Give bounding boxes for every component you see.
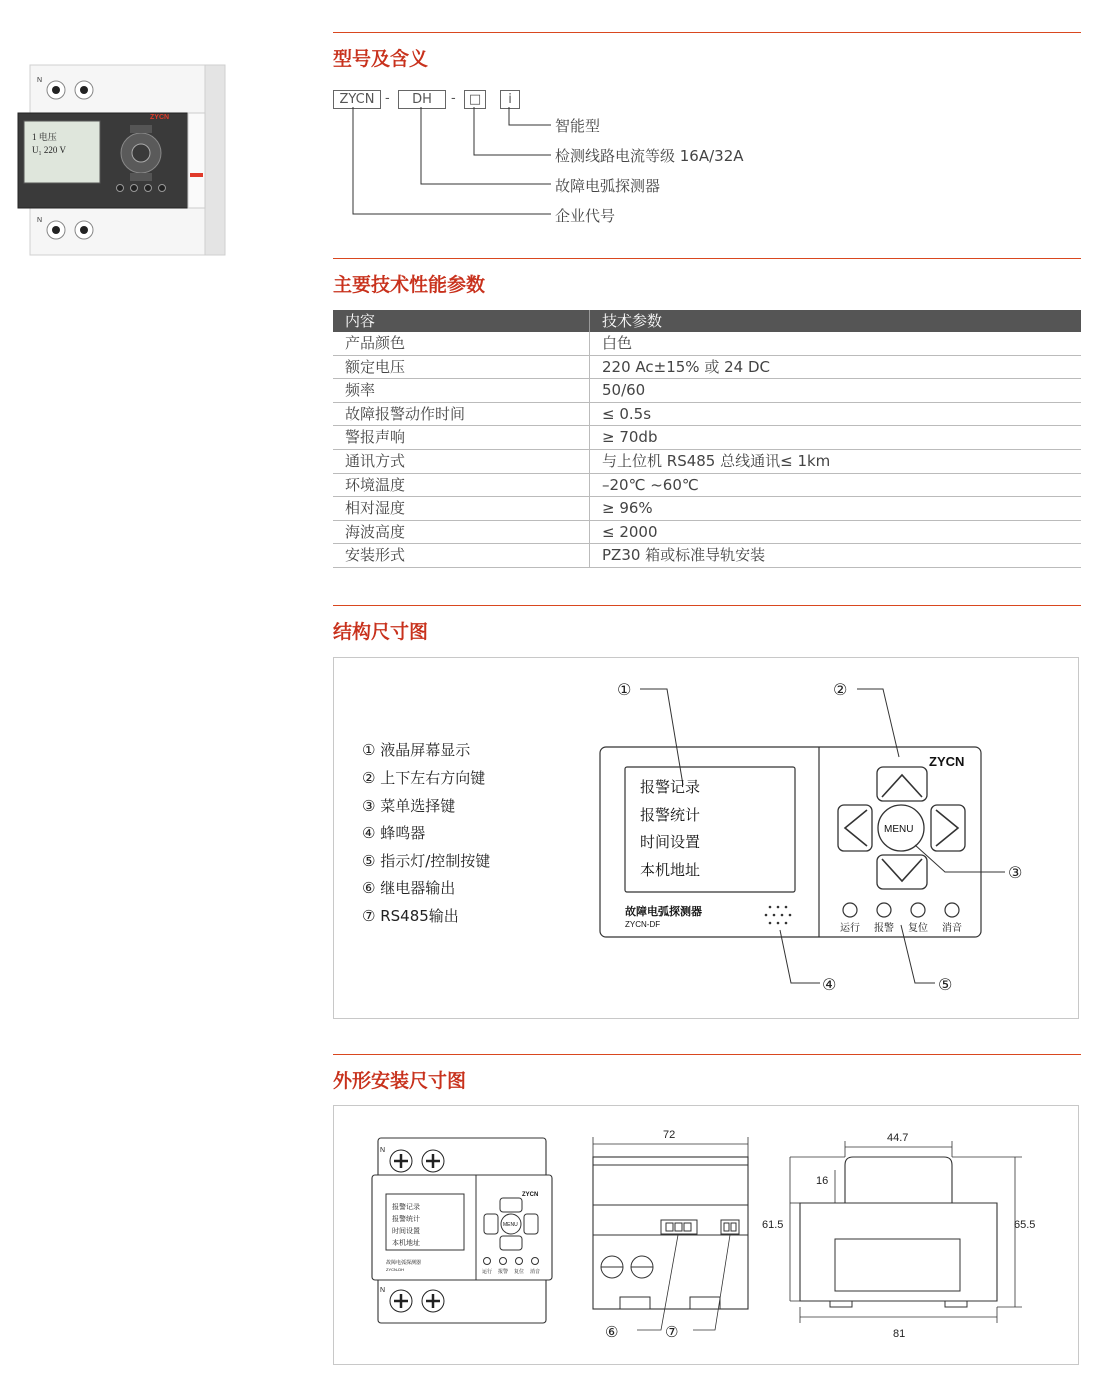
front-terminal-top: N — [380, 1147, 386, 1154]
table-cell: ≥ 96% — [602, 499, 653, 518]
table-cell: 频率 — [333, 379, 590, 402]
menu-label: MENU — [884, 824, 914, 835]
dim-width-top: 72 — [663, 1129, 676, 1141]
front-button-label: 消音 — [530, 1269, 541, 1275]
callout-6: ⑥ — [605, 1323, 619, 1341]
front-terminal-bottom: N — [380, 1287, 386, 1294]
table-row — [333, 450, 1081, 474]
front-menu-item: 时间设置 — [392, 1227, 420, 1235]
model-desc-smart: 智能型 — [555, 117, 601, 135]
callout-2: ② — [833, 680, 848, 699]
table-cell: 50/60 — [602, 381, 646, 400]
screen-menu-item: 报警统计 — [640, 806, 701, 824]
terminal-label-top: N — [37, 77, 43, 84]
table-row — [333, 426, 1081, 450]
specs-table — [333, 310, 1081, 568]
table-cell: 与上位机 RS485 总线通讯≤ 1km — [602, 451, 831, 470]
button-label-alarm: 报警 — [874, 923, 894, 934]
dim-notch: 16 — [816, 1175, 829, 1187]
install-section-title: 外形安装尺寸图 — [333, 1070, 467, 1092]
photo-brand: ZYCN — [150, 114, 170, 121]
legend-item: ⑥ 继电器输出 — [362, 879, 456, 897]
front-menu-item: 报警统计 — [392, 1215, 420, 1223]
specs-section-title: 主要技术性能参数 — [333, 274, 486, 296]
dim-top-width: 44.7 — [887, 1132, 909, 1144]
install-profile-view — [760, 1125, 1060, 1350]
install-front-view — [370, 1130, 555, 1330]
screen-menu-item: 时间设置 — [640, 833, 701, 851]
button-label-mute: 消音 — [942, 923, 962, 934]
table-row — [333, 332, 1081, 356]
model-desc-product: 故障电弧探测器 — [555, 177, 661, 195]
code-box-type: DH — [398, 90, 446, 109]
model-desc-current: 检测线路电流等级 16A/32A — [555, 147, 744, 165]
code-box-company: ZYCN — [333, 90, 381, 109]
table-cell: 故障报警动作时间 — [333, 403, 590, 426]
table-cell: 额定电压 — [333, 356, 590, 379]
table-row — [333, 403, 1081, 427]
callout-5: ⑤ — [938, 975, 953, 994]
table-cell: 安装形式 — [333, 544, 590, 567]
legend-item: ② 上下左右方向键 — [362, 769, 486, 787]
section-rule — [333, 605, 1081, 606]
table-row — [333, 497, 1081, 521]
table-cell: PZ30 箱或标准导轨安装 — [602, 546, 766, 565]
front-menu-item: 本机地址 — [392, 1239, 420, 1247]
callout-4: ④ — [822, 975, 837, 994]
photo-screen-line1: 1 电压 — [32, 132, 57, 142]
device-photo — [10, 55, 235, 265]
callout-7: ⑦ — [665, 1323, 679, 1341]
structure-section-title: 结构尺寸图 — [333, 621, 429, 643]
table-header-cell: 技术参数 — [602, 312, 663, 330]
screen-menu-item: 本机地址 — [640, 861, 701, 879]
device-model: ZYCN-DF — [625, 920, 661, 929]
table-cell: 相对湿度 — [333, 497, 590, 520]
front-button-label: 复位 — [514, 1269, 525, 1275]
table-cell: 通讯方式 — [333, 450, 590, 473]
callout-1: ① — [617, 680, 632, 699]
dim-right-height: 65.5 — [1014, 1219, 1036, 1231]
legend-item: ③ 菜单选择键 — [362, 797, 456, 815]
section-rule — [333, 1054, 1081, 1055]
photo-screen-line2: U₁ 220 V — [32, 145, 66, 155]
table-row — [333, 544, 1081, 568]
dim-left-height: 61.5 — [762, 1219, 784, 1231]
table-cell: 警报声响 — [333, 426, 590, 449]
legend-item: ① 液晶屏幕显示 — [362, 741, 471, 759]
table-cell: 220 Ac±15% 或 24 DC — [602, 357, 770, 376]
front-button-label: 报警 — [498, 1269, 509, 1275]
callout-3: ③ — [1008, 863, 1023, 882]
front-brand: ZYCN — [522, 1192, 539, 1198]
table-cell: 产品颜色 — [333, 332, 590, 355]
table-header-cell: 内容 — [333, 310, 590, 332]
code-box-current: □ — [464, 90, 486, 109]
table-cell: 海波高度 — [333, 521, 590, 544]
section-rule — [333, 32, 1081, 33]
code-box-smart: i — [500, 90, 520, 109]
table-cell: ≥ 70db — [602, 428, 658, 447]
code-dash: - — [385, 91, 390, 106]
code-dash: - — [451, 91, 456, 106]
front-button-label: 运行 — [482, 1269, 493, 1275]
table-row — [333, 356, 1081, 380]
brand-label: ZYCN — [929, 754, 965, 769]
table-row — [333, 521, 1081, 545]
table-cell: 白色 — [602, 334, 633, 352]
model-desc-company: 企业代号 — [555, 207, 616, 225]
front-device-model: ZYCN-DH — [386, 1267, 404, 1272]
section-rule — [333, 258, 1081, 259]
legend-item: ⑦ RS485输出 — [362, 907, 459, 925]
button-label-reset: 复位 — [908, 923, 928, 934]
model-section-title: 型号及含义 — [333, 48, 429, 70]
front-device-name: 故障电弧探测器 — [386, 1260, 422, 1266]
structure-diagram — [595, 675, 1045, 1005]
screen-menu-item: 报警记录 — [640, 778, 701, 796]
install-side-view — [585, 1125, 760, 1350]
table-header — [333, 310, 1081, 332]
table-row — [333, 379, 1081, 403]
terminal-label-bottom: N — [37, 217, 43, 224]
table-row — [333, 474, 1081, 498]
table-cell: ≤ 0.5s — [602, 404, 652, 423]
model-connector-lines — [333, 107, 563, 222]
legend-item: ④ 蜂鸣器 — [362, 824, 426, 842]
device-name: 故障电弧探测器 — [625, 905, 702, 918]
dim-bottom-width: 81 — [893, 1328, 906, 1340]
table-cell: ≤ 2000 — [602, 522, 658, 541]
table-cell: –20℃ ~60℃ — [602, 475, 699, 494]
front-menu-item: 报警记录 — [392, 1203, 420, 1211]
table-cell: 环境温度 — [333, 474, 590, 497]
front-menu-label: MENU — [503, 1222, 518, 1228]
button-label-run: 运行 — [840, 923, 860, 934]
legend-item: ⑤ 指示灯/控制按键 — [362, 852, 491, 870]
